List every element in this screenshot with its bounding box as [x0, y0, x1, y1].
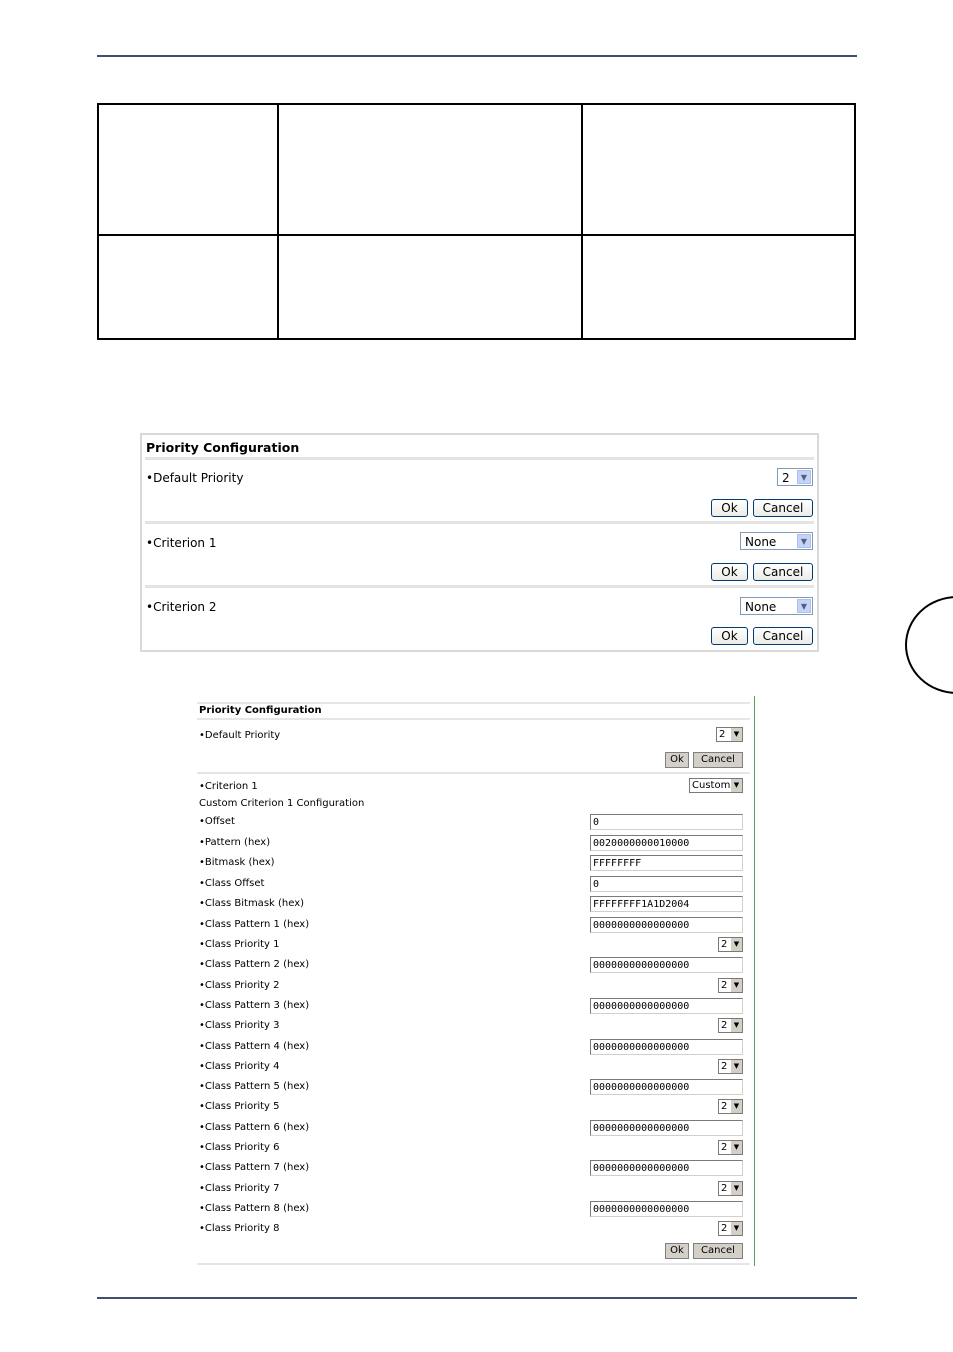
criterion-1-value: Custom	[692, 780, 731, 791]
criterion-1-select[interactable]	[740, 532, 813, 550]
criterion-2-value: None	[745, 600, 777, 614]
divider	[197, 718, 750, 720]
class-pattern-input[interactable]: 0000000000000000	[590, 1039, 743, 1055]
chevron-down-icon: ▼	[730, 938, 742, 951]
criterion-1-label: •Criterion 1	[199, 781, 258, 792]
chevron-down-icon: ▼	[730, 1100, 742, 1113]
frame-border	[754, 696, 755, 1266]
class-priority-value: 2	[721, 1061, 728, 1072]
field-label: •Class Pattern 1 (hex)	[199, 919, 310, 930]
custom-criterion-heading: Custom Criterion 1 Configuration	[199, 798, 365, 809]
field-input[interactable]: FFFFFFFF1A1D2004	[590, 896, 743, 912]
class-priority-select[interactable]	[718, 1221, 743, 1236]
class-pattern-input[interactable]: 0000000000000000	[590, 1201, 743, 1217]
class-priority-select[interactable]	[718, 1099, 743, 1114]
cancel-button[interactable]: Cancel	[753, 499, 813, 517]
class-pattern-label: •Class Pattern 8 (hex)	[199, 1203, 310, 1214]
default-priority-select[interactable]	[716, 727, 743, 742]
chevron-down-icon: ▼	[797, 470, 811, 484]
field-input[interactable]: FFFFFFFF	[590, 855, 743, 871]
panel-title: Priority Configuration	[199, 705, 322, 716]
class-priority-value: 2	[721, 1142, 728, 1153]
class-pattern-label: •Class Pattern 5 (hex)	[199, 1081, 310, 1092]
class-pattern-label: •Class Pattern 2 (hex)	[199, 959, 310, 970]
class-priority-select[interactable]	[718, 1181, 743, 1196]
class-pattern-label: •Class Pattern 3 (hex)	[199, 1000, 310, 1011]
table-cell	[98, 235, 278, 339]
class-pattern-input[interactable]: 0000000000000000	[590, 1079, 743, 1095]
default-priority-label: •Default Priority	[146, 471, 244, 485]
divider	[145, 521, 814, 524]
class-priority-select[interactable]	[718, 1059, 743, 1074]
chapter-tab	[905, 596, 953, 694]
chevron-down-icon: ▼	[730, 779, 742, 792]
table-cell	[582, 104, 855, 235]
divider	[197, 702, 750, 704]
document-table	[97, 103, 856, 340]
custom-priority-configuration-panel	[195, 700, 755, 1266]
table-cell	[582, 235, 855, 339]
criterion-1-value: None	[745, 535, 777, 549]
field-label: •Bitmask (hex)	[199, 857, 275, 868]
class-pattern-input[interactable]: 0000000000000000	[590, 957, 743, 973]
chevron-down-icon: ▼	[730, 728, 742, 741]
class-priority-value: 2	[721, 1101, 728, 1112]
priority-configuration-panel	[140, 433, 819, 652]
divider	[197, 1263, 750, 1265]
chevron-down-icon: ▼	[797, 534, 811, 548]
field-input[interactable]: 0	[590, 876, 743, 892]
class-priority-value: 2	[721, 1223, 728, 1234]
class-pattern-input[interactable]: 0000000000000000	[590, 1160, 743, 1176]
class-priority-value: 2	[721, 980, 728, 991]
criterion-1-label: •Criterion 1	[146, 536, 217, 550]
ok-button[interactable]: Ok	[711, 563, 748, 581]
class-priority-value: 2	[721, 1020, 728, 1031]
ok-button[interactable]: Ok	[665, 1243, 689, 1259]
criterion-2-label: •Criterion 2	[146, 600, 217, 614]
chevron-down-icon: ▼	[730, 979, 742, 992]
divider	[145, 585, 814, 588]
class-pattern-label: •Class Pattern 4 (hex)	[199, 1041, 310, 1052]
default-priority-label: •Default Priority	[199, 730, 281, 741]
class-priority-label: •Class Priority 4	[199, 1061, 280, 1072]
criterion-1-select[interactable]	[689, 778, 743, 793]
class-priority-value: 2	[721, 1183, 728, 1194]
class-priority-value: 2	[721, 939, 728, 950]
chevron-down-icon: ▼	[797, 599, 811, 613]
class-priority-label: •Class Priority 7	[199, 1183, 280, 1194]
class-priority-select[interactable]	[718, 1140, 743, 1155]
class-pattern-input[interactable]: 0000000000000000	[590, 998, 743, 1014]
field-input[interactable]: 0020000000010000	[590, 835, 743, 851]
default-priority-value: 2	[719, 729, 726, 740]
field-label: •Pattern (hex)	[199, 837, 271, 848]
field-label: •Class Offset	[199, 878, 265, 889]
default-priority-value: 2	[782, 471, 790, 485]
cancel-button[interactable]: Cancel	[753, 627, 813, 645]
chevron-down-icon: ▼	[730, 1060, 742, 1073]
divider	[145, 457, 814, 460]
footer-rule	[97, 1297, 857, 1299]
class-priority-select[interactable]	[718, 978, 743, 993]
class-priority-select[interactable]	[718, 937, 743, 952]
ok-button[interactable]: Ok	[711, 627, 748, 645]
ok-button[interactable]: Ok	[665, 752, 689, 768]
header-rule	[97, 55, 857, 57]
class-priority-select[interactable]	[718, 1018, 743, 1033]
cancel-button[interactable]: Cancel	[693, 1243, 743, 1259]
class-priority-label: •Class Priority 8	[199, 1223, 280, 1234]
field-label: •Class Bitmask (hex)	[199, 898, 305, 909]
field-input[interactable]: 0	[590, 814, 743, 830]
chevron-down-icon: ▼	[730, 1019, 742, 1032]
class-priority-label: •Class Priority 6	[199, 1142, 280, 1153]
field-input[interactable]: 0000000000000000	[590, 917, 743, 933]
table-cell	[278, 235, 582, 339]
class-pattern-label: •Class Pattern 7 (hex)	[199, 1162, 310, 1173]
cancel-button[interactable]: Cancel	[693, 752, 743, 768]
criterion-2-select[interactable]	[740, 597, 813, 615]
class-priority-label: •Class Priority 3	[199, 1020, 280, 1031]
chevron-down-icon: ▼	[730, 1222, 742, 1235]
panel-title: Priority Configuration	[146, 440, 300, 455]
chevron-down-icon: ▼	[730, 1182, 742, 1195]
default-priority-select[interactable]	[777, 468, 813, 486]
ok-button[interactable]: Ok	[711, 499, 748, 517]
class-pattern-input[interactable]: 0000000000000000	[590, 1120, 743, 1136]
class-priority-label: •Class Priority 2	[199, 980, 280, 991]
class-pattern-label: •Class Pattern 6 (hex)	[199, 1122, 310, 1133]
class-priority-label: •Class Priority 1	[199, 939, 280, 950]
table-cell	[98, 104, 278, 235]
divider	[197, 772, 750, 774]
class-priority-label: •Class Priority 5	[199, 1101, 280, 1112]
cancel-button[interactable]: Cancel	[753, 563, 813, 581]
chevron-down-icon: ▼	[730, 1141, 742, 1154]
table-cell	[278, 104, 582, 235]
field-label: •Offset	[199, 816, 235, 827]
